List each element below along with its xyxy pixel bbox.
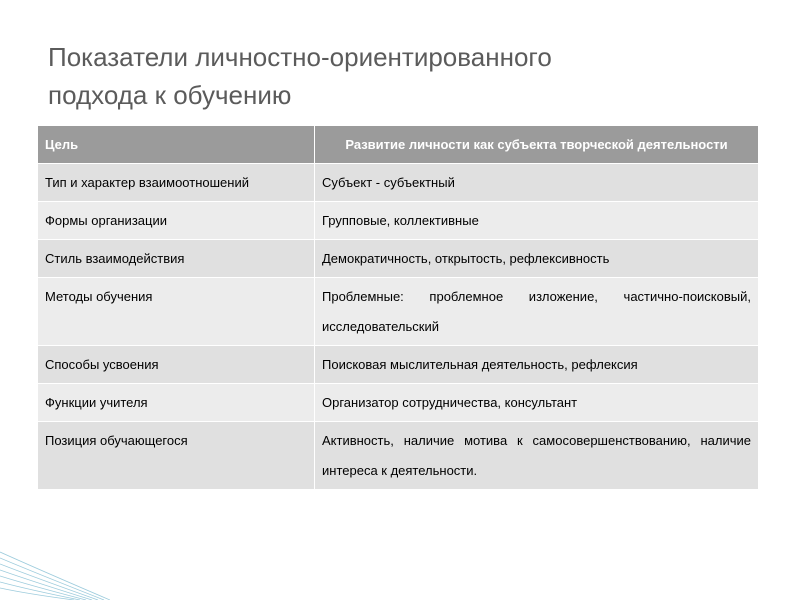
row-label: Позиция обучающегося bbox=[38, 422, 315, 490]
table-row bbox=[38, 278, 759, 346]
table-row bbox=[38, 202, 759, 240]
row-value: Субъект - субъектный bbox=[315, 164, 759, 202]
indicators-table bbox=[37, 125, 759, 490]
table-row bbox=[38, 346, 759, 384]
row-label: Методы обучения bbox=[38, 278, 315, 346]
table-header-row bbox=[38, 126, 759, 164]
table-row bbox=[38, 164, 759, 202]
header-cell-goal: Цель bbox=[38, 126, 315, 164]
row-label: Стиль взаимодействия bbox=[38, 240, 315, 278]
row-label: Функции учителя bbox=[38, 384, 315, 422]
row-value: Поисковая мыслительная деятельность, рефлексия bbox=[315, 346, 759, 384]
page-title-line-2: подхода к обучению bbox=[48, 80, 292, 110]
table-row bbox=[38, 422, 759, 490]
table-row bbox=[38, 240, 759, 278]
row-label: Формы организации bbox=[38, 202, 315, 240]
row-value: Проблемные: проблемное изложение, частично-поисковый, исследовательский bbox=[315, 278, 759, 346]
row-label: Способы усвоения bbox=[38, 346, 315, 384]
row-value: Активность, наличие мотива к самосовершенствованию, наличие интереса к деятельности. bbox=[315, 422, 759, 490]
page-title bbox=[48, 38, 748, 114]
row-label: Тип и характер взаимоотношений bbox=[38, 164, 315, 202]
table-row bbox=[38, 384, 759, 422]
row-value: Групповые, коллективные bbox=[315, 202, 759, 240]
row-value: Демократичность, открытость, рефлексивность bbox=[315, 240, 759, 278]
corner-decoration bbox=[0, 490, 110, 600]
row-value: Организатор сотрудничества, консультант bbox=[315, 384, 759, 422]
page-title-line-1: Показатели личностно-ориентированного bbox=[48, 42, 552, 72]
header-cell-goal-value: Развитие личности как субъекта творческой деятельности bbox=[315, 126, 759, 164]
